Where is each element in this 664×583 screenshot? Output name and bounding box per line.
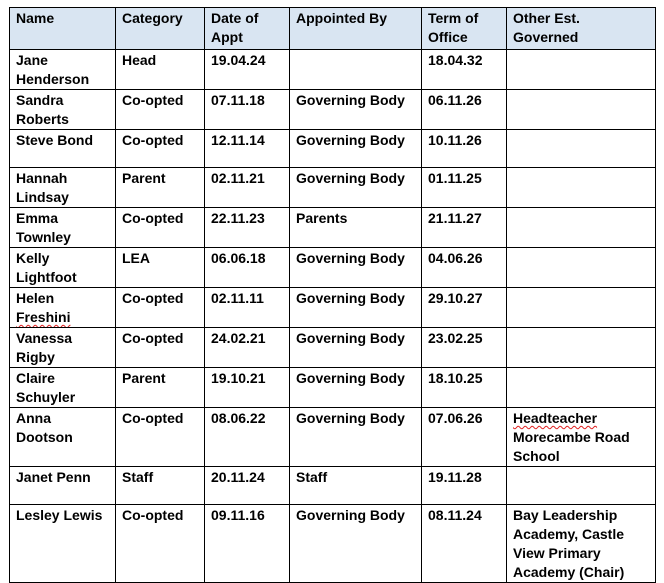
header-date-of-appt: Date of Appt <box>205 8 290 50</box>
cell-appointed-by: Governing Body <box>290 328 422 368</box>
cell-other-est <box>507 50 656 90</box>
table-row <box>10 467 656 505</box>
cell-category: Co-opted <box>116 208 205 248</box>
cell-appointed-by: Governing Body <box>290 368 422 408</box>
cell-name: Jane Henderson <box>10 50 116 90</box>
cell-term-of-office: 01.11.25 <box>422 168 507 208</box>
cell-name: Kelly Lightfoot <box>10 248 116 288</box>
table-row <box>10 368 656 408</box>
governors-table <box>9 7 656 583</box>
name-last-misspelled: Freshini <box>16 309 71 325</box>
cell-category: Co-opted <box>116 90 205 130</box>
cell-date-of-appt: 20.11.24 <box>205 467 290 505</box>
cell-term-of-office: 04.06.26 <box>422 248 507 288</box>
cell-category: Co-opted <box>116 288 205 328</box>
cell-term-of-office: 18.04.32 <box>422 50 507 90</box>
table-row <box>10 288 656 328</box>
cell-term-of-office: 19.11.28 <box>422 467 507 505</box>
cell-date-of-appt: 12.11.14 <box>205 130 290 168</box>
cell-category: Co-opted <box>116 328 205 368</box>
cell-term-of-office: 06.11.26 <box>422 90 507 130</box>
cell-other-est <box>507 130 656 168</box>
cell-appointed-by: Governing Body <box>290 288 422 328</box>
cell-category: Co-opted <box>116 505 205 583</box>
cell-name: Sandra Roberts <box>10 90 116 130</box>
cell-term-of-office: 23.02.25 <box>422 328 507 368</box>
cell-name: Janet Penn <box>10 467 116 505</box>
cell-appointed-by <box>290 50 422 90</box>
cell-date-of-appt: 19.04.24 <box>205 50 290 90</box>
cell-appointed-by: Governing Body <box>290 168 422 208</box>
table-row <box>10 248 656 288</box>
header-other-est-governed: Other Est. Governed <box>507 8 656 50</box>
table-row <box>10 408 656 467</box>
cell-date-of-appt: 02.11.21 <box>205 168 290 208</box>
cell-term-of-office: 10.11.26 <box>422 130 507 168</box>
cell-date-of-appt: 09.11.16 <box>205 505 290 583</box>
table-row <box>10 50 656 90</box>
table-row <box>10 208 656 248</box>
cell-other-est <box>507 90 656 130</box>
header-appointed-by: Appointed By <box>290 8 422 50</box>
cell-other-est <box>507 408 656 467</box>
cell-other-est <box>507 208 656 248</box>
cell-date-of-appt: 24.02.21 <box>205 328 290 368</box>
cell-other-est <box>507 368 656 408</box>
cell-name: Hannah Lindsay <box>10 168 116 208</box>
cell-appointed-by: Governing Body <box>290 130 422 168</box>
cell-appointed-by: Staff <box>290 467 422 505</box>
cell-category: Parent <box>116 168 205 208</box>
cell-term-of-office: 08.11.24 <box>422 505 507 583</box>
cell-term-of-office: 21.11.27 <box>422 208 507 248</box>
cell-other-est <box>507 288 656 328</box>
cell-category: Co-opted <box>116 408 205 467</box>
cell-name: Emma Townley <box>10 208 116 248</box>
header-term-of-office: Term of Office <box>422 8 507 50</box>
cell-name: Vanessa Rigby <box>10 328 116 368</box>
cell-term-of-office: 18.10.25 <box>422 368 507 408</box>
cell-category: Parent <box>116 368 205 408</box>
other-est-rest: Morecambe Road School <box>513 429 630 464</box>
cell-other-est <box>507 467 656 505</box>
cell-term-of-office: 07.06.26 <box>422 408 507 467</box>
cell-appointed-by: Parents <box>290 208 422 248</box>
cell-date-of-appt: 22.11.23 <box>205 208 290 248</box>
table-row <box>10 328 656 368</box>
cell-category: LEA <box>116 248 205 288</box>
cell-term-of-office: 29.10.27 <box>422 288 507 328</box>
cell-other-est <box>507 248 656 288</box>
cell-name: Steve Bond <box>10 130 116 168</box>
header-name: Name <box>10 8 116 50</box>
cell-name: Lesley Lewis <box>10 505 116 583</box>
cell-name: Claire Schuyler <box>10 368 116 408</box>
cell-category: Staff <box>116 467 205 505</box>
name-first: Helen <box>16 290 55 306</box>
cell-appointed-by: Governing Body <box>290 90 422 130</box>
cell-name: Anna Dootson <box>10 408 116 467</box>
table-row <box>10 130 656 168</box>
cell-date-of-appt: 07.11.18 <box>205 90 290 130</box>
table-row <box>10 90 656 130</box>
cell-other-est <box>507 328 656 368</box>
header-category: Category <box>116 8 205 50</box>
table-row <box>10 168 656 208</box>
cell-name <box>10 288 116 328</box>
cell-appointed-by: Governing Body <box>290 505 422 583</box>
header-row <box>10 8 656 50</box>
cell-date-of-appt: 19.10.21 <box>205 368 290 408</box>
cell-other-est: Bay Leadership Academy, Castle View Primary Academy (Chair) <box>507 505 656 583</box>
cell-category: Co-opted <box>116 130 205 168</box>
cell-date-of-appt: 06.06.18 <box>205 248 290 288</box>
cell-date-of-appt: 02.11.11 <box>205 288 290 328</box>
cell-appointed-by: Governing Body <box>290 248 422 288</box>
cell-category: Head <box>116 50 205 90</box>
other-est-word-misspelled: Headteacher <box>513 410 598 426</box>
table-row <box>10 505 656 583</box>
cell-date-of-appt: 08.06.22 <box>205 408 290 467</box>
cell-other-est <box>507 168 656 208</box>
cell-appointed-by: Governing Body <box>290 408 422 467</box>
